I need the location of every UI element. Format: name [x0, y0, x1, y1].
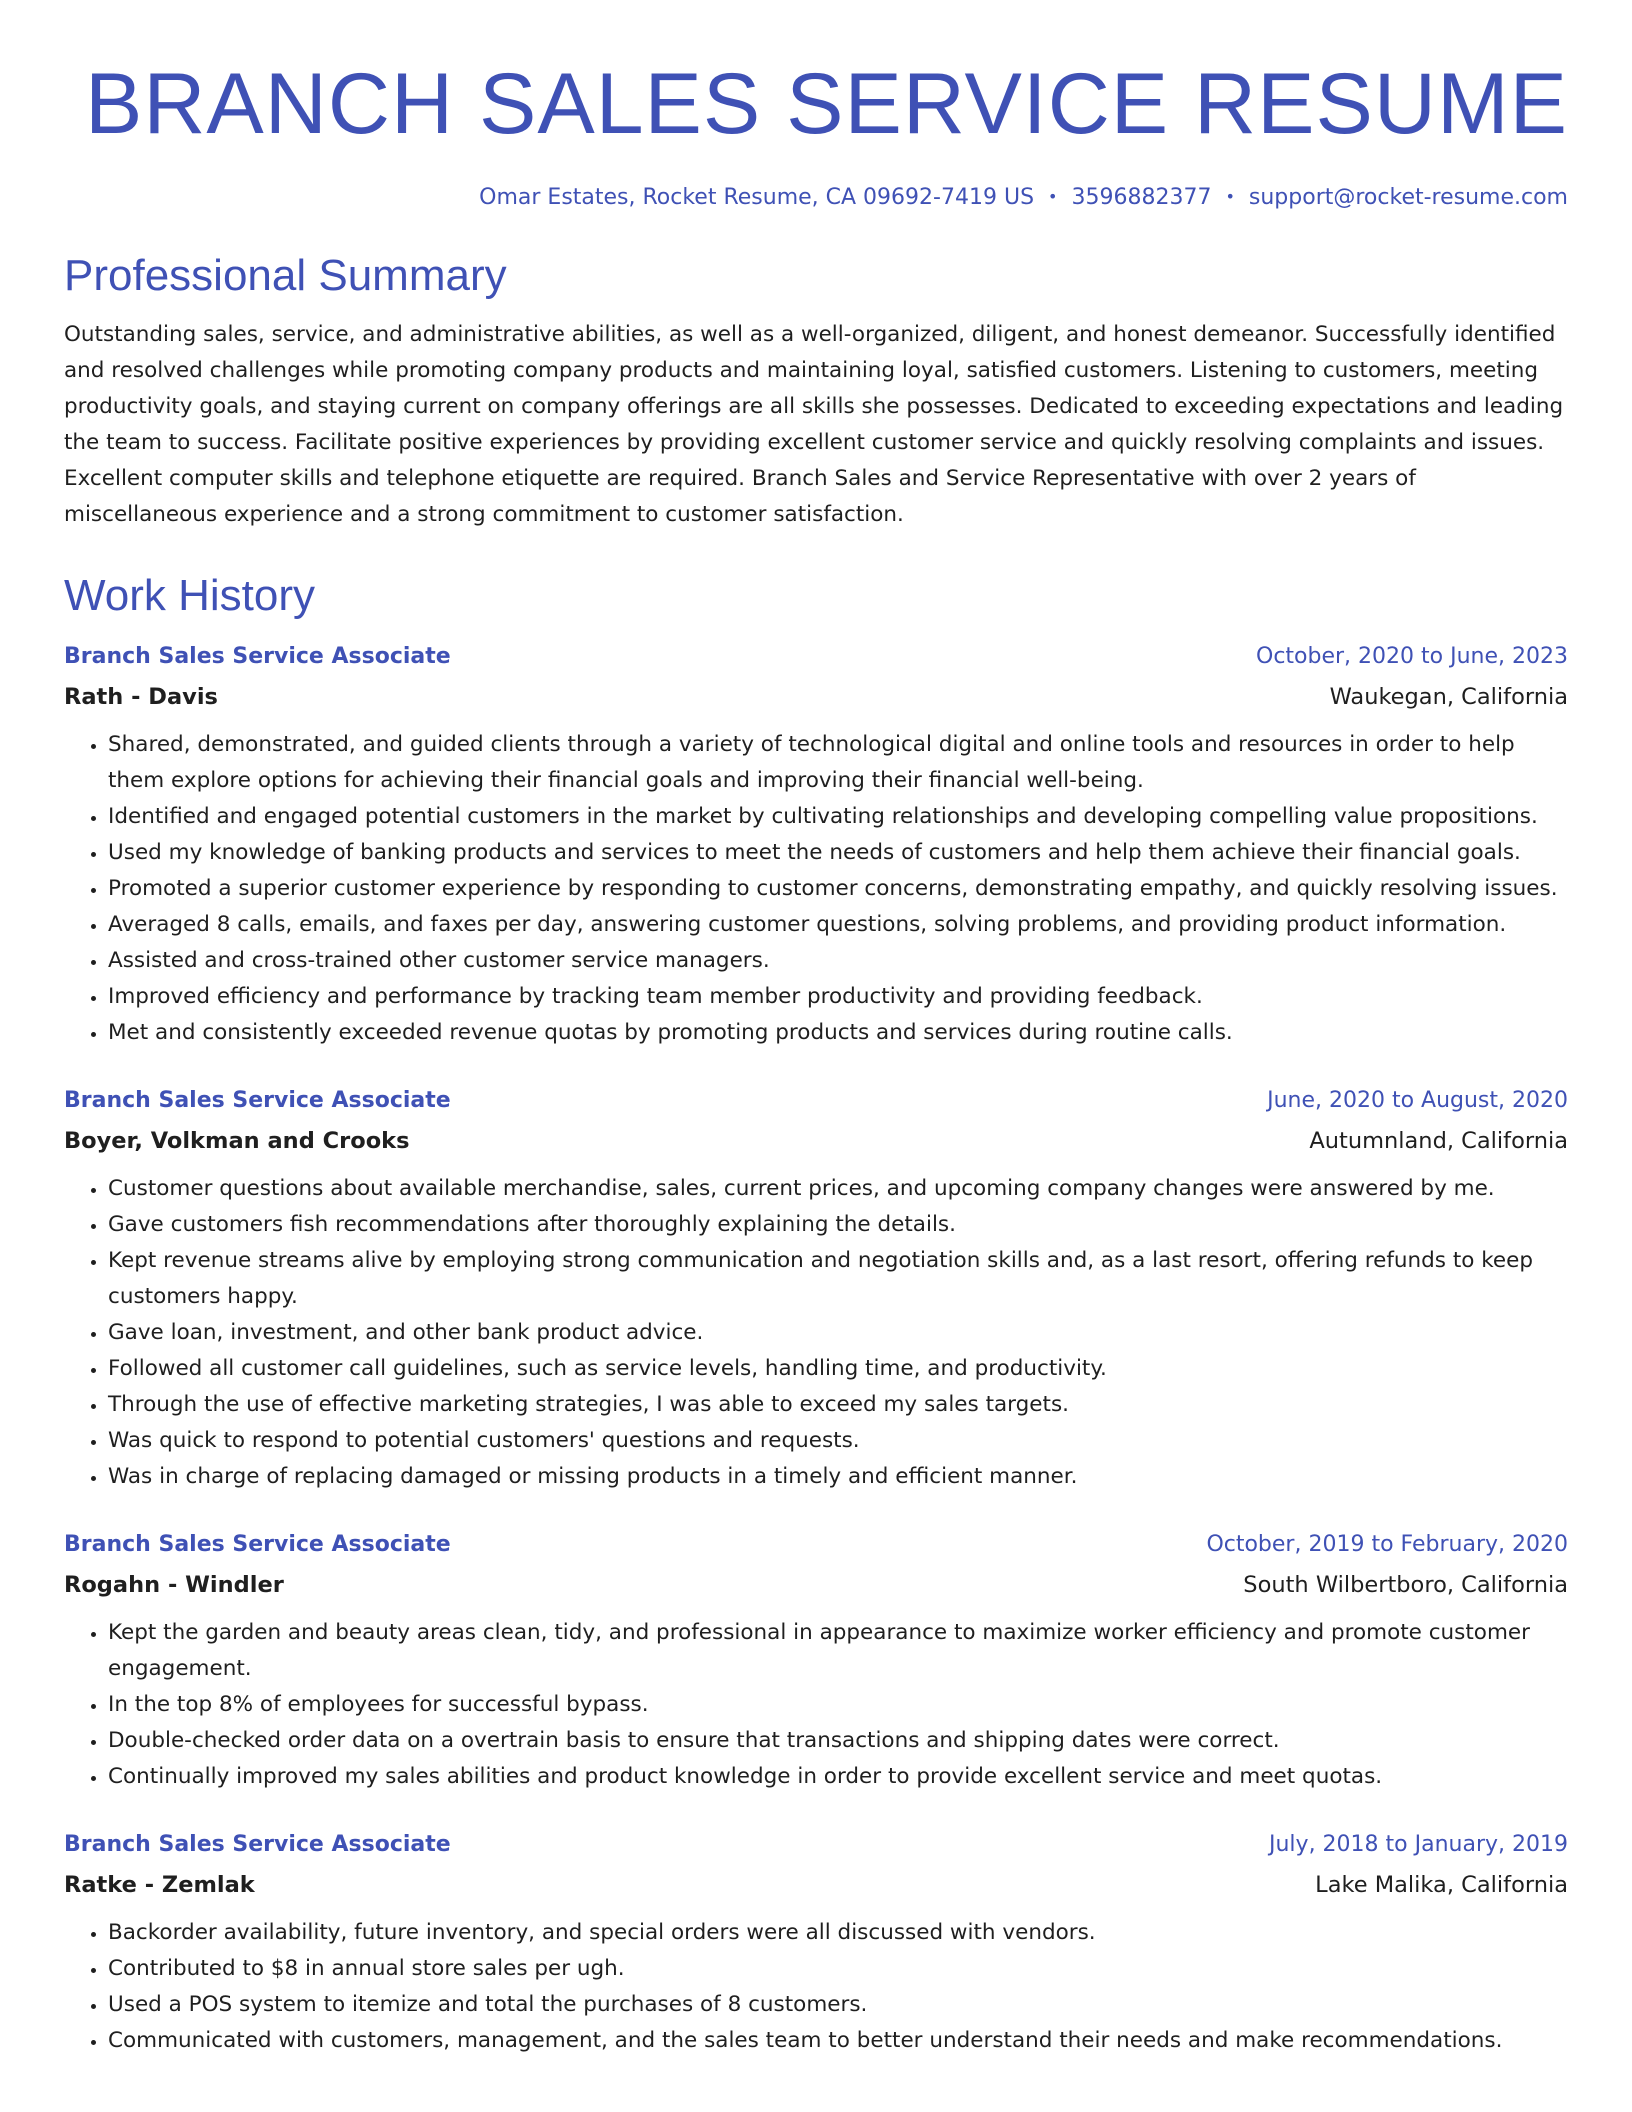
job-title-row [64, 1825, 1568, 1865]
job-bullet: • Met and consistently exceeded revenue quotas by promoting products and services during routine calls. [108, 1015, 1568, 1051]
job-bullet: • Averaged 8 calls, emails, and faxes per day, answering customer questions, solving problems, and providing product information. [108, 907, 1568, 943]
contact-separator: • [1225, 187, 1235, 206]
job-bullet: • Was quick to respond to potential customers' questions and requests. [108, 1423, 1568, 1459]
summary-text: Outstanding sales, service, and administrative abilities, as well as a well-organized, diligent, and honest demeanor. Successfully identified and resolved challenges while promoting company products and maintaining loyal, satisfied customers. Listening to customers, meeting productivity goals, and staying current on company offerings are all skills she possesses. Dedicated to exceeding expectations and leading the team to success. Facilitate positive experiences by providing excellent customer service and quickly resolving complaints and issues. Excellent computer skills and telephone etiquette are required. Branch Sales and Service Representative with over 2 years of miscellaneous experience and a strong commitment to customer satisfaction. [64, 322, 1564, 527]
contact-address: Omar Estates, Rocket Resume, CA 09692-7419 US [479, 185, 1035, 210]
job-company: Boyer, Volkman and Crooks [64, 1128, 410, 1154]
job-entry [64, 1525, 1568, 1795]
job-bullet: • In the top 8% of employees for successful bypass. [108, 1687, 1568, 1723]
work-history-list [64, 637, 1568, 2059]
job-bullet: • Improved efficiency and performance by tracking team member productivity and providing feedback. [108, 979, 1568, 1015]
job-bullet: • Assisted and cross-trained other customer service managers. [108, 943, 1568, 979]
job-dates: October, 2020 to June, 2023 [1256, 644, 1568, 669]
job-dates: October, 2019 to February, 2020 [1206, 1532, 1568, 1557]
job-entry [64, 1081, 1568, 1495]
job-bullet: • Kept the garden and beauty areas clean, tidy, and professional in appearance to maximize worker efficiency and promote customer engagement. [108, 1615, 1568, 1687]
job-bullet: • Gave customers fish recommendations after thoroughly explaining the details. [108, 1207, 1568, 1243]
job-bullet: • Promoted a superior customer experience by responding to customer concerns, demonstrating empathy, and quickly resolving issues. [108, 871, 1568, 907]
job-bullet: • Communicated with customers, management, and the sales team to better understand their needs and make recommendations. [108, 2023, 1568, 2059]
job-company: Rath - Davis [64, 684, 218, 710]
job-company: Ratke - Zemlak [64, 1872, 255, 1898]
job-bullet: • Identified and engaged potential customers in the market by cultivating relationships and developing compelling value propositions. [108, 799, 1568, 835]
job-title-row [64, 637, 1568, 677]
job-title: Branch Sales Service Associate [64, 1832, 451, 1857]
job-dates: June, 2020 to August, 2020 [1267, 1088, 1568, 1113]
job-company-row [64, 1565, 1568, 1605]
job-company-row [64, 1121, 1568, 1161]
job-title: Branch Sales Service Associate [64, 1088, 451, 1113]
job-location: Autumnland, California [1309, 1128, 1568, 1154]
job-bullet: • Kept revenue streams alive by employing strong communication and negotiation skills and, as a last resort, offering refunds to keep customers happy. [108, 1243, 1568, 1315]
job-title: Branch Sales Service Associate [64, 644, 451, 669]
job-bullet: • Continually improved my sales abilities and product knowledge in order to provide excellent service and meet quotas. [108, 1759, 1568, 1795]
resume-title: BRANCH SALES SERVICE RESUME [84, 56, 1568, 152]
job-bullet: • Used my knowledge of banking products and services to meet the needs of customers and help them achieve their financial goals. [108, 835, 1568, 871]
job-company-row [64, 677, 1568, 717]
job-title-row [64, 1525, 1568, 1565]
job-location: Waukegan, California [1329, 684, 1568, 710]
job-bullet-list [64, 727, 1568, 1051]
job-bullet: • Double-checked order data on a overtrain basis to ensure that transactions and shipping dates were correct. [108, 1723, 1568, 1759]
work-history-heading: Work History [64, 571, 315, 620]
job-company: Rogahn - Windler [64, 1572, 284, 1598]
job-entry [64, 1825, 1568, 2059]
summary-heading: Professional Summary [64, 251, 507, 300]
job-dates: July, 2018 to January, 2019 [1269, 1832, 1568, 1857]
job-bullet: • Backorder availability, future inventory, and special orders were all discussed with vendors. [108, 1915, 1568, 1951]
contact-phone: 3596882377 [1071, 185, 1212, 210]
contact-email: support@rocket-resume.com [1248, 185, 1568, 210]
job-title: Branch Sales Service Associate [64, 1532, 451, 1557]
job-bullet: • Gave loan, investment, and other bank product advice. [108, 1315, 1568, 1351]
job-bullet-list [64, 1171, 1568, 1495]
job-bullet-list [64, 1615, 1568, 1795]
job-bullet: • Contributed to $8 in annual store sales per ugh. [108, 1951, 1568, 1987]
job-title-row [64, 1081, 1568, 1121]
contact-line [64, 182, 1568, 213]
job-location: South Wilbertboro, California [1243, 1572, 1568, 1598]
job-bullet: • Through the use of effective marketing strategies, I was able to exceed my sales targets. [108, 1387, 1568, 1423]
job-bullet: • Shared, demonstrated, and guided clients through a variety of technological digital and online tools and resources in order to help them explore options for achieving their financial goals and improving their financial well-being. [108, 727, 1568, 799]
job-entry [64, 637, 1568, 1051]
job-bullet: • Customer questions about available merchandise, sales, current prices, and upcoming company changes were answered by me. [108, 1171, 1568, 1207]
job-company-row [64, 1865, 1568, 1905]
job-bullet: • Was in charge of replacing damaged or missing products in a timely and efficient manner. [108, 1459, 1568, 1495]
job-bullet-list [64, 1915, 1568, 2059]
job-bullet: • Used a POS system to itemize and total the purchases of 8 customers. [108, 1987, 1568, 2023]
job-bullet: • Followed all customer call guidelines, such as service levels, handling time, and productivity. [108, 1351, 1568, 1387]
contact-separator: • [1048, 187, 1058, 206]
job-location: Lake Malika, California [1315, 1872, 1568, 1898]
